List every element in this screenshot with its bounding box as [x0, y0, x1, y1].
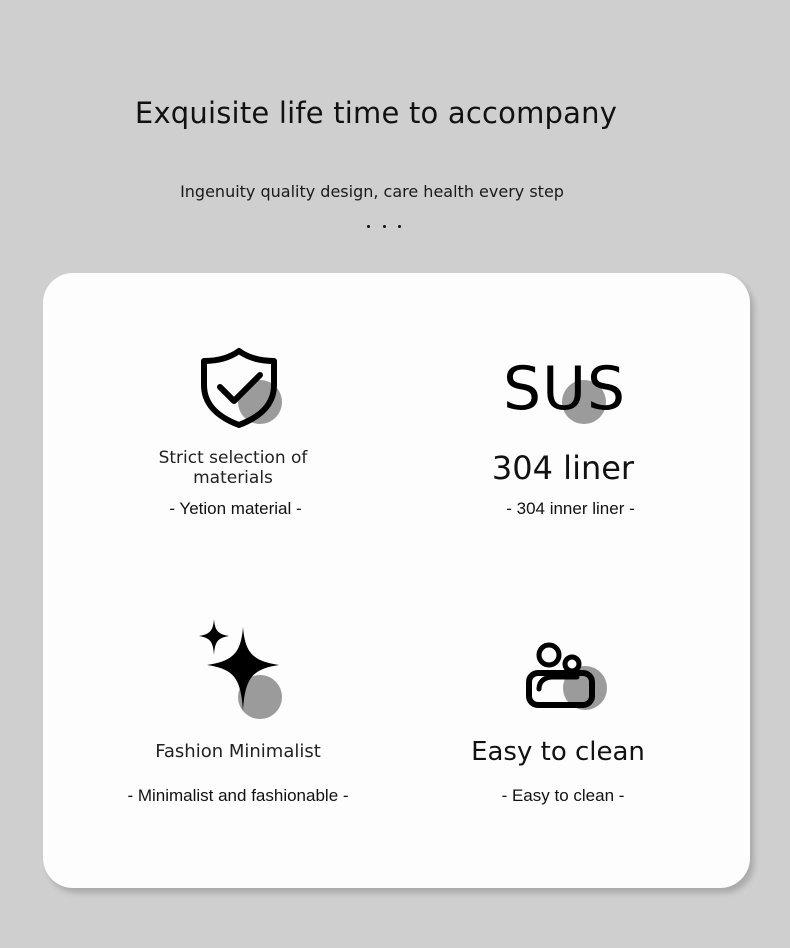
feature-label: 304 liner [491, 449, 635, 487]
shield-check-icon [198, 347, 282, 429]
soap-icon [525, 639, 597, 711]
feature-label: Strict selection of materials [158, 448, 308, 488]
page-subtitle: Ingenuity quality design, care health every step [180, 182, 564, 201]
feature-subtext: - Easy to clean - [501, 786, 625, 805]
feature-label: Easy to clean [471, 737, 645, 767]
feature-subtext: - Yetion material - [169, 499, 302, 518]
feature-subtext: - 304 inner liner - [506, 499, 635, 518]
sparkle-icon [197, 617, 281, 713]
sus-icon: SUS [503, 354, 627, 424]
features-card [43, 273, 750, 888]
feature-subtext: - Minimalist and fashionable - [127, 786, 349, 805]
page-title: Exquisite life time to accompany [134, 96, 618, 130]
feature-label: Fashion Minimalist [155, 741, 321, 762]
dots-divider [365, 225, 405, 233]
